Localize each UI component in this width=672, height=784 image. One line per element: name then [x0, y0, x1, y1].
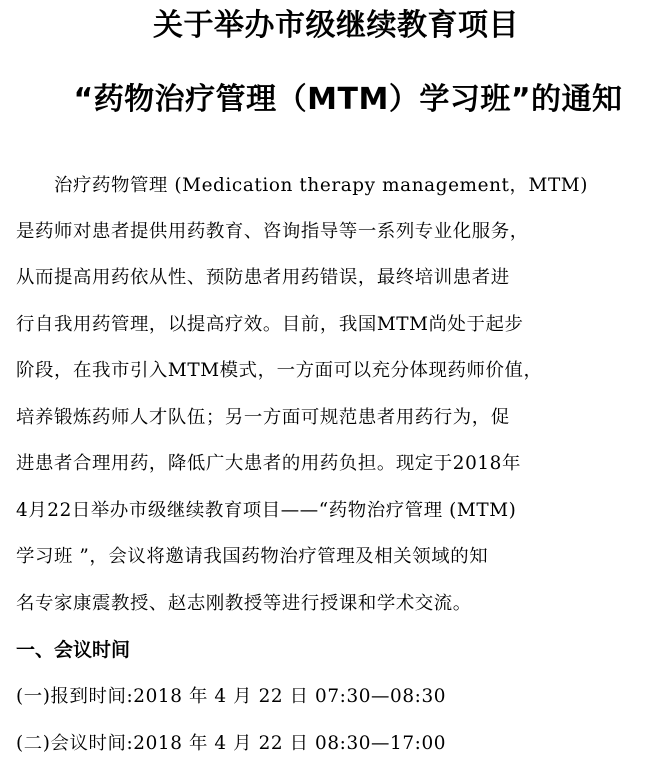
body-paragraph-line: 阶段，在我市引入MTM模式，一方面可以充分体现药师价值， — [16, 360, 543, 381]
body-paragraph-line: 从而提高用药依从性、预防患者用药错误，最终培训患者进 — [16, 267, 510, 288]
schedule-item-registration: (一)报到时间:2018 年 4 月 22 日 07:30—08:30 — [16, 686, 447, 707]
body-paragraph-line: 进患者合理用药，降低广大患者的用药负担。现定于2018年 — [16, 453, 521, 474]
body-paragraph-line: 行自我用药管理，以提高疗效。目前，我国MTM尚处于起步 — [16, 314, 524, 335]
body-paragraph-line: 是药师对患者提供用药教育、咨询指导等一系列专业化服务， — [16, 221, 529, 242]
body-paragraph-line: 治疗药物管理 (Medication therapy management，MTM) — [16, 175, 589, 196]
schedule-item-meeting: (二)会议时间:2018 年 4 月 22 日 08:30—17:00 — [16, 733, 447, 754]
section-heading-meeting-time: 一、会议时间 — [16, 639, 131, 661]
body-paragraph-line: 名专家康震教授、赵志刚教授等进行授课和学术交流。 — [16, 593, 472, 614]
body-paragraph-line: 学习班 ”，会议将邀请我国药物治疗管理及相关领域的知 — [16, 546, 489, 567]
document-title-line-1: 关于举办市级继续教育项目 — [153, 8, 519, 43]
document-title-line-2: “药物治疗管理（MTM）学习班”的通知 — [73, 82, 623, 117]
body-paragraph-line: 4月22日举办市级继续教育项目——“药物治疗管理 (MTM) — [16, 500, 517, 521]
body-paragraph-line: 培养锻炼药师人才队伍；另一方面可规范患者用药行为，促 — [16, 407, 510, 428]
